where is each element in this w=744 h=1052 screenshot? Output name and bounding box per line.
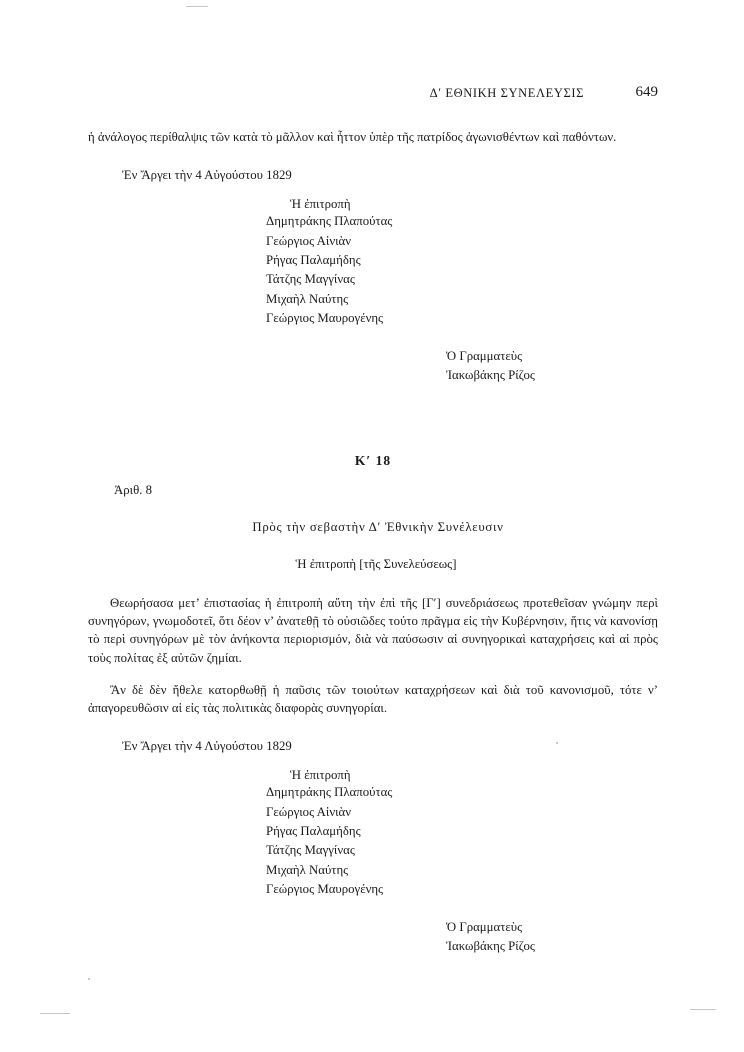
list-item: Δημητράκης Πλαπούτας (266, 785, 393, 800)
list-item: Γεώργιος Αἰνιὰν (266, 804, 352, 819)
secretary-signature-two (446, 918, 658, 956)
document-number: Ἀριθ. 8 (114, 483, 152, 498)
addressee-line: Πρὸς τὴν σεβαστὴν Δ′ Ἐθνικὴν Συνέλευσιν (252, 520, 504, 535)
section-number: Κ′ 18 (354, 453, 392, 469)
body-paragraph-2: Ἂν δὲ δὲν ἤθελε κατορθωθῇ ἡ παῦσις τῶν τοιούτων καταχρήσεων καὶ διὰ τοῦ κανονισμοῦ, τότε ν’ ἀπαγορευθῶσιν αἱ εἰς τὰς πολιτικὰς διαφορὰς συνηγορίαι. (88, 682, 658, 715)
signatory-list-two (266, 783, 658, 900)
list-item: Δημητράκης Πλαπούτας (266, 214, 393, 229)
committee-subheading: Ἡ ἐπιτροπὴ [τῆς Συνελεύσεως] (295, 557, 457, 572)
dateline-two: Ἐν Ἄργει τὴν 4 Λὐγούστου 1829 (122, 739, 292, 754)
list-item: Ρήγας Παλαμήδης (266, 253, 361, 268)
list-item: Μιχαὴλ Ναύτης (266, 862, 349, 877)
committee-heading-one: Ἡ ἐπιτροπὴ (290, 197, 351, 212)
scan-artifact-bottom-right (690, 1009, 716, 1010)
list-item: Τάτζης Μαγγίνας (266, 272, 355, 287)
scan-artifact-bottom-left (40, 1013, 70, 1014)
list-item: Τάτζης Μαγγίνας (266, 843, 355, 858)
scan-artifact-top (186, 6, 208, 7)
list-item: Ρήγας Παλαμήδης (266, 823, 361, 838)
scan-speck-left (88, 978, 90, 980)
secretary-name: Ἰακωβάκης Ρίζος (446, 367, 535, 382)
signatory-list-one (266, 212, 658, 329)
secretary-name: Ἰακωβάκης Ρίζος (446, 938, 535, 953)
body-paragraph-1: Θεωρήσασα μετ’ ἐπιστασίας ἡ ἐπιτροπὴ αὕτη τὴν ἐπὶ τῆς [Γ′] συνεδριάσεως προτεθεῖσαν γνώμην περὶ συνηγόρων, γνωμοδοτεῖ, ὅτι δέον ν’ ἀνατεθῇ τὸ οὐσιῶδες τούτο πρᾶγμα εἰς τὴν Κυβέρνησιν, ἥτις νὰ κανονίσῃ τὸ περὶ συνηγόρων μὲ τὸν ἀνήκοντα περιορισμόν, διὰ νὰ παύσωσιν αἱ συνηγορικαὶ καταχρήσεις καὶ αἱ πρὸς τοὺς πολίτας ἐξ αὐτῶν ζημίαι. (88, 596, 658, 665)
list-item: Γεώργιος Μαυρογένης (266, 882, 384, 897)
list-item: Γεώργιος Αἰνιὰν (266, 233, 352, 248)
secretary-title: Ὁ Γραμματεὺς (446, 348, 523, 363)
secretary-signature-one (446, 347, 658, 385)
running-head (88, 86, 658, 112)
continuation-paragraph: ἡ ἀνάλογος περίθαλψις τῶν κατὰ τὸ μᾶλλον καὶ ἧττον ὑπὲρ τῆς πατρίδος ἀγωνισθέντων καὶ παθόντων. (88, 130, 617, 144)
page-number: 649 (635, 84, 658, 100)
secretary-title: Ὁ Γραμματεὺς (446, 919, 523, 934)
dateline-one: Ἐν Ἄργει τὴν 4 Αὐγούστου 1829 (122, 168, 292, 183)
page-content (88, 86, 658, 956)
running-head-title: Δ′ ΕΘΝΙΚΗ ΣΥΝΕΛΕΥΣΙΣ (429, 86, 584, 100)
list-item: Γεώργιος Μαυρογένης (266, 311, 384, 326)
list-item: Μιχαὴλ Ναύτης (266, 291, 349, 306)
committee-heading-two: Ἡ ἐπιτροπὴ (290, 768, 351, 783)
